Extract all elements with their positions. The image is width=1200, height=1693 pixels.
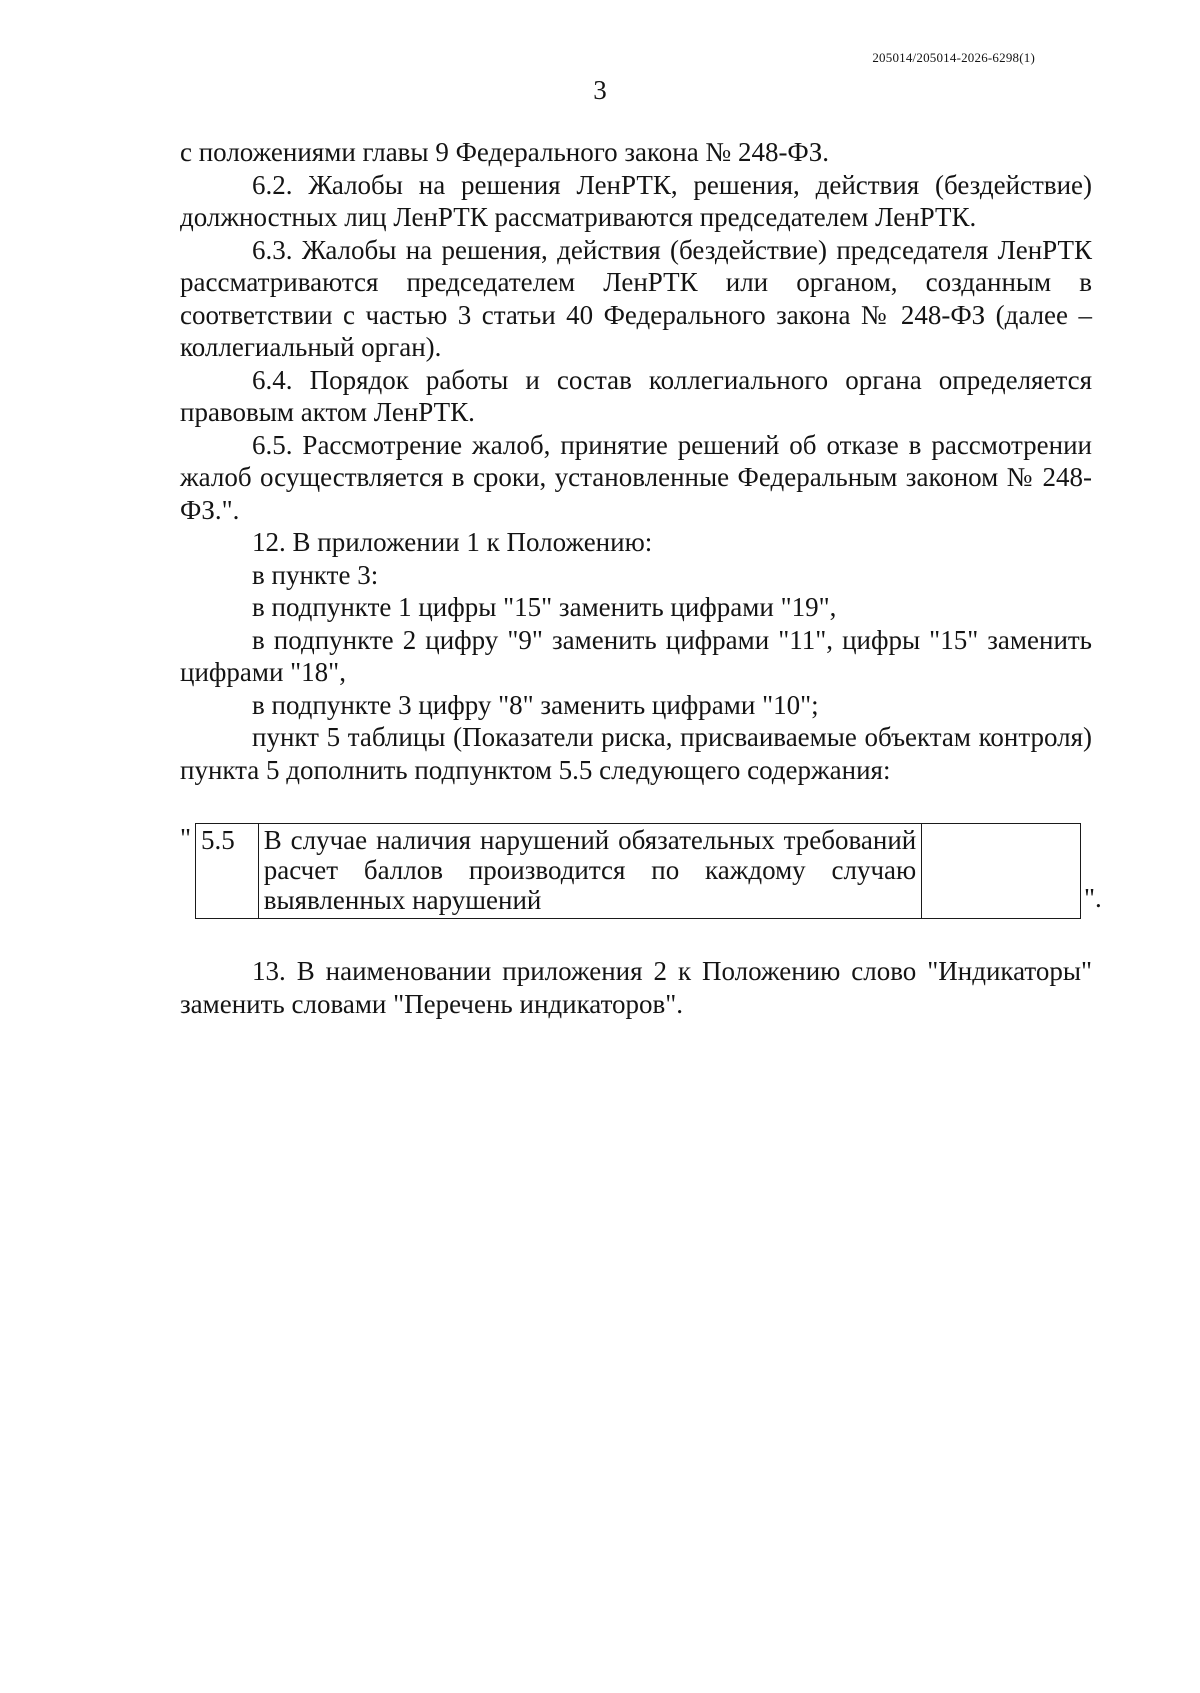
paragraph-subpoint-2: в подпункте 2 цифру "9" заменить цифрами "11", цифры "15" заменить цифрами "18", <box>180 624 1092 687</box>
amendment-table-block <box>180 823 1100 919</box>
paragraph-6-5: 6.5. Рассмотрение жалоб, принятие решений об отказе в рассмотрении жалоб осуществляется в сроки, установленные Федеральным законом № 248-ФЗ.". <box>180 429 1092 525</box>
table-row <box>196 824 1081 919</box>
paragraph-point-3: в пункте 3: <box>252 559 379 590</box>
paragraph-continuation: с положениями главы 9 Федерального закона № 248-ФЗ. <box>180 137 830 167</box>
page-number: 3 <box>593 75 607 105</box>
paragraph-12: 12. В приложении 1 к Положению: <box>252 527 653 557</box>
table-cell-value <box>922 824 1081 919</box>
table-close-quote: ". <box>1084 883 1102 913</box>
amendment-table <box>195 823 1081 919</box>
table-open-quote: " <box>180 823 192 853</box>
document-body <box>180 136 1092 786</box>
table-cell-text: В случае наличия нарушений обязательных требований расчет баллов производится по каждому случаю выявленных нарушений <box>258 824 922 919</box>
document-code: 205014/205014-2026-6298(1) <box>872 50 1035 65</box>
paragraph-13: 13. В наименовании приложения 2 к Положению слово "Индикаторы" заменить словами "Перечень индикаторов". <box>180 956 1092 1019</box>
paragraph-6-3: 6.3. Жалобы на решения, действия (бездействие) председателя ЛенРТК рассматриваются председателем ЛенРТК или органом, созданным в соответствии с частью 3 статьи 40 Федерального закона № 248-ФЗ (далее – коллегиальный орган). <box>180 234 1092 362</box>
document-body-continued <box>180 955 1092 1020</box>
paragraph-subpoint-1: в подпункте 1 цифры "15" заменить цифрами "19", <box>252 592 837 622</box>
paragraph-6-4: 6.4. Порядок работы и состав коллегиального органа определяется правовым актом ЛенРТК. <box>180 364 1092 427</box>
paragraph-table-intro: пункт 5 таблицы (Показатели риска, присваиваемые объектам контроля) пункта 5 дополнить подпунктом 5.5 следующего содержания: <box>180 722 1092 785</box>
paragraph-6-2: 6.2. Жалобы на решения ЛенРТК, решения, действия (бездействие) должностных лиц ЛенРТК рассматриваются председателем ЛенРТК. <box>180 169 1092 232</box>
paragraph-subpoint-3: в подпункте 3 цифру "8" заменить цифрами "10"; <box>252 689 819 720</box>
table-cell-number: 5.5 <box>196 824 259 919</box>
